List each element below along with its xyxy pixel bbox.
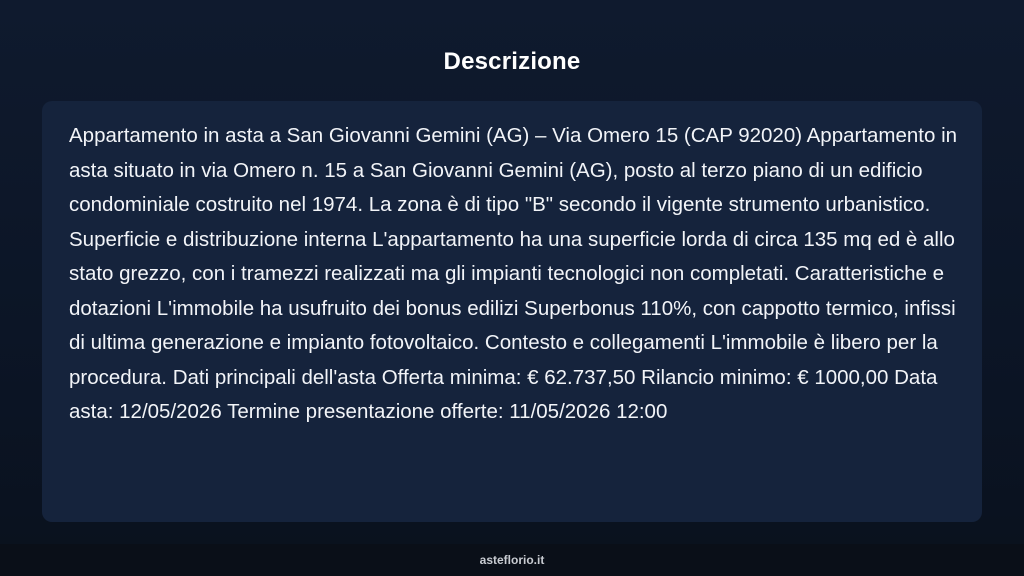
page-title: Descrizione	[443, 48, 581, 75]
description-text: Appartamento in asta a San Giovanni Gemini (AG) – Via Omero 15 (CAP 92020) Appartamento in asta situato in via Omero n. 15 a San Giovanni Gemini (AG), posto al terzo piano di un edificio condominiale costruito nel 1974. La zona è di tipo "B" secondo il vigente strumento urbanistico. Superficie e distribuzione interna L'appartamento ha una superficie lorda di circa 135 mq ed è allo stato grezzo, con i tramezzi realizzati ma gli impianti tecnologici non completati. Caratteristiche e dotazioni L'immobile ha usufruito dei bonus edilizi Superbonus 110%, con cappotto termico, infissi di ultima generazione e impianto fotovoltaico. Contesto e collegamenti L'immobile è libero per la procedura. Dati principali dell'asta Offerta minima: € 62.737,50 Rilancio minimo: € 1000,00 Data asta: 12/05/2026 Termine presentazione offerte: 11/05/2026 12:00	[69, 124, 958, 423]
footer-site-label: asteflorio.it	[479, 553, 545, 567]
description-card	[42, 101, 982, 522]
footer	[0, 544, 1024, 576]
